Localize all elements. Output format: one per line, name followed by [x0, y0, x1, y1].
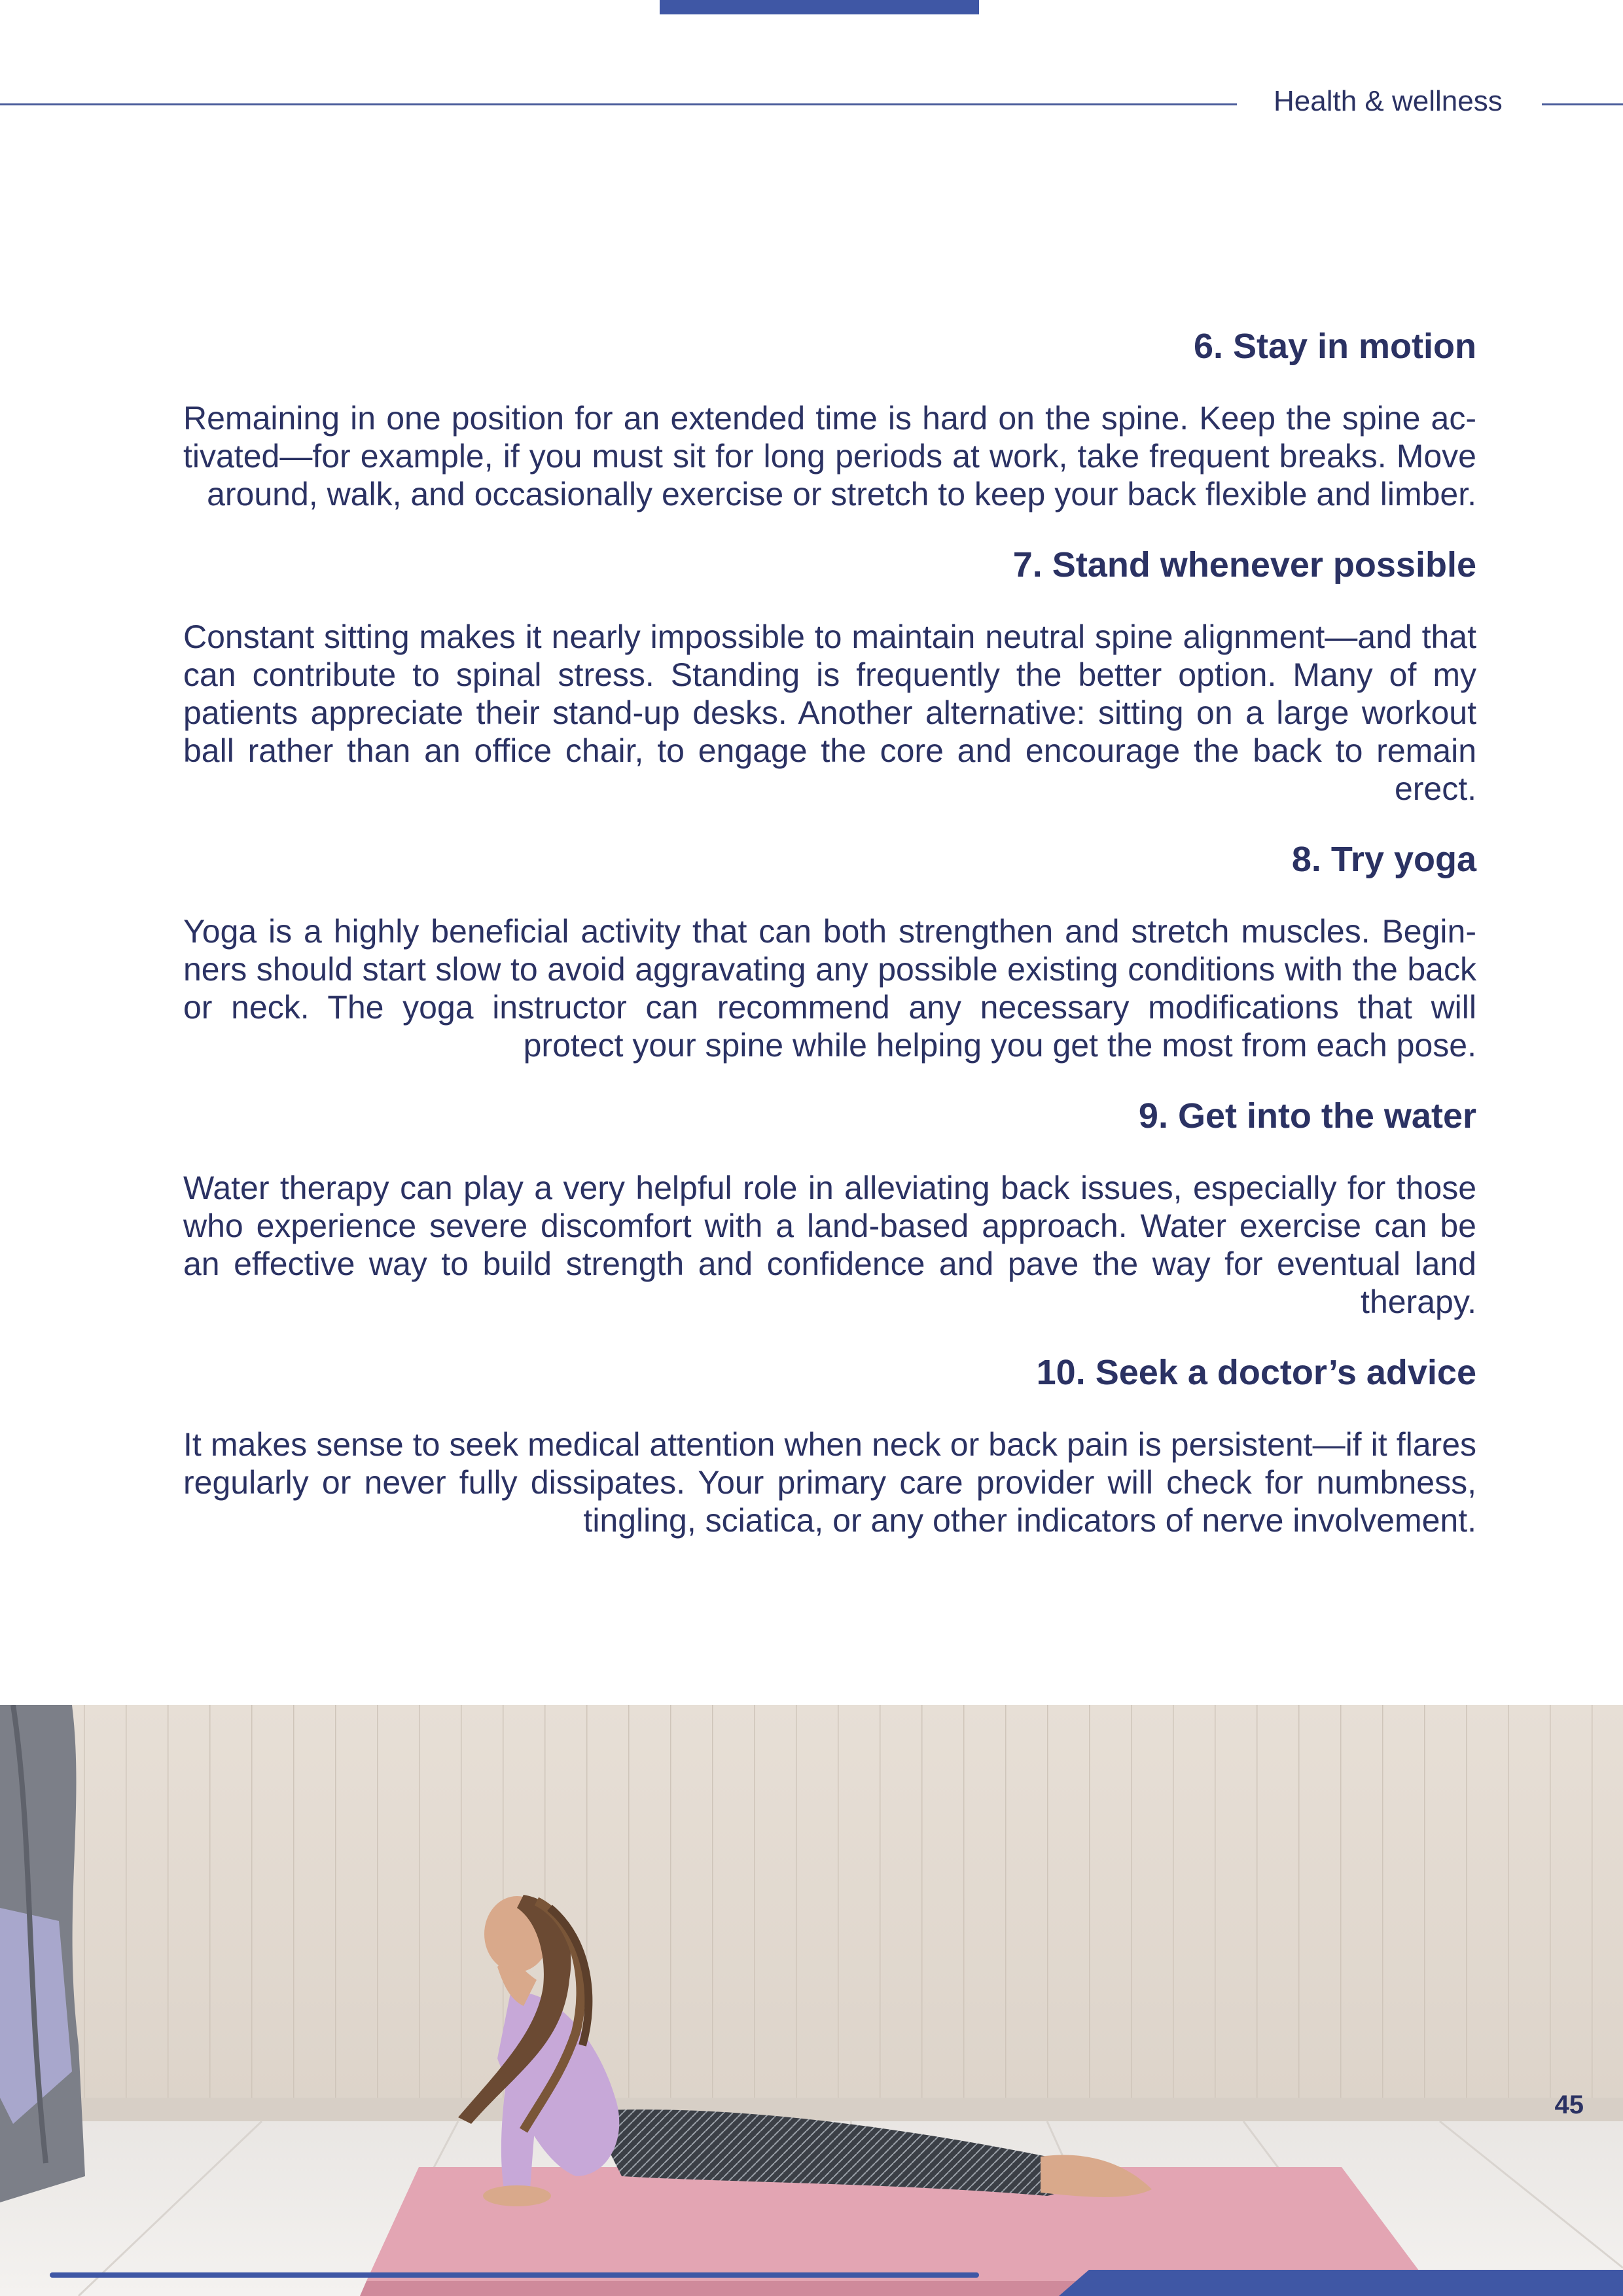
tip-paragraph: It makes sense to seek medical attention when neck or back pain is persistent—if it flares regularly or never fully dissipates. Your primary care provider will check for numbness, tingling, sciatica, or any other indicators of nerve involvement. [183, 1426, 1476, 1539]
yoga-photo [0, 1705, 1623, 2296]
top-accent-tab [660, 0, 979, 14]
tip-paragraph: Yoga is a highly beneficial activity that can both strengthen and stretch muscles. Beginners should start slow to avoid aggravating any possible existing conditions with the back or neck. The yoga instructor can recommend any necessary modifications that will protect your spine while helping you get the most from each pose. [183, 913, 1476, 1064]
footer-rule [50, 2272, 979, 2278]
tip-heading: 7. Stand whenever possible [1012, 545, 1476, 584]
tip-section [183, 1093, 1476, 1321]
section-label: Health & wellness [1274, 85, 1503, 117]
tip-section [183, 836, 1476, 1064]
tip-section [183, 1350, 1476, 1539]
article-body [183, 323, 1476, 1568]
header-rule-left [0, 103, 1237, 105]
tip-paragraph: Water therapy can play a very helpful role in alleviating back issues, especially for those who experience severe discomfort with a land-based approach. Water exercise can be an effective way to build strength and confidence and pave the way for eventual land therapy. [183, 1170, 1476, 1320]
tip-heading: 8. Try yoga [1291, 840, 1476, 879]
tip-paragraph: Remaining in one position for an extended time is hard on the spine. Keep the spine activated—for example, if you must sit for long periods at work, take frequent breaks. Move around, walk, and occasionally exercise or stretch to keep your back flexible and limber. [183, 400, 1476, 512]
tip-heading: 9. Get into the water [1138, 1096, 1476, 1136]
header-rule-right [1542, 103, 1623, 105]
tip-paragraph: Constant sitting makes it nearly impossible to maintain neutral spine alignment—and that can contribute to spinal stress. Standing is frequently the better option. Many of my patients appreciate their stand-up desks. Another alternative: sitting on a large workout ball rather than an office chair, to engage the core and encourage the back to remain erect. [183, 619, 1476, 807]
tip-heading: 10. Seek a doctor’s advice [1036, 1353, 1476, 1392]
tip-heading: 6. Stay in motion [1193, 327, 1476, 366]
tip-section [183, 323, 1476, 513]
page-number: 45 [1554, 2090, 1584, 2119]
tip-section [183, 542, 1476, 808]
yoga-illustration [0, 1705, 1623, 2296]
